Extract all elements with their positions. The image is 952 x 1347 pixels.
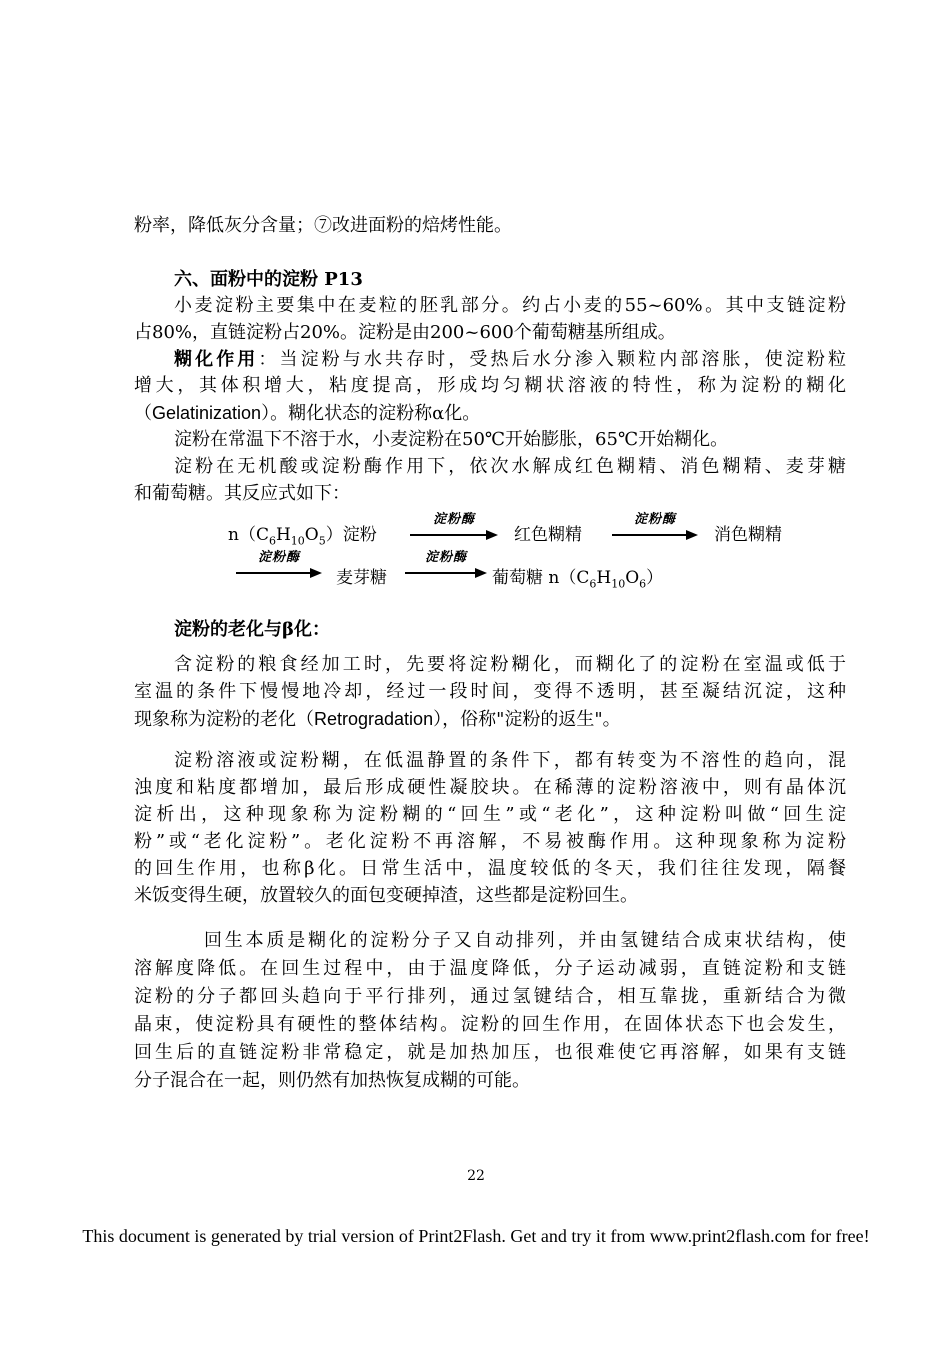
paragraph-line: 淀析出，这种现象称为淀粉糊的“回生”或“老化”，这种淀粉叫做“回生淀 [134, 804, 846, 825]
paragraph-line: 粉”或“老化淀粉”。老化淀粉不再溶解，不易被酶作用。这种现象称为淀粉 [134, 831, 846, 852]
paragraph-line [174, 346, 846, 374]
paragraph-line: 含淀粉的粮食经加工时，先要将淀粉糊化，而糊化了的淀粉在室温或低于 [174, 654, 846, 675]
paragraph-line: 粉率，降低灰分含量；⑦改进面粉的焙烤性能。 [134, 215, 512, 236]
paragraph-line: 晶束，使淀粉具有硬性的整体结构。淀粉的回生作用，在固体状态下也会发生， [134, 1014, 846, 1035]
paragraph-text: ）。糊化状态的淀粉称α化。 [261, 403, 481, 424]
reaction-arrow [612, 510, 698, 540]
paragraph-line: 米饭变得生硬，放置较久的面包变硬掉渣，这些都是淀粉回生。 [134, 885, 638, 906]
paragraph-line: 增大，其体积增大，粘度提高，形成均匀糊状溶液的特性，称为淀粉的糊化 [134, 375, 846, 396]
reaction-arrow [410, 510, 498, 540]
paragraph-text: （ [134, 403, 152, 424]
arrow-label: 淀粉酶 [633, 512, 676, 527]
subsection-heading: 淀粉的老化与β化： [174, 619, 330, 640]
arrow-label: 淀粉酶 [432, 512, 475, 527]
paragraph-line: 淀粉在常温下不溶于水，小麦淀粉在50℃开始膨胀，65℃开始糊化。 [174, 429, 729, 450]
term-retrogradation: Retrogradation [314, 709, 434, 729]
paragraph-line: 回生后的直链淀粉非常稳定，就是加热加压，也很难使它再溶解，如果有支链 [134, 1042, 846, 1063]
page-number: 22 [467, 1168, 485, 1184]
paragraph-line [134, 399, 846, 428]
paragraph-text: 现象称为淀粉的老化（ [134, 709, 314, 730]
term-gelatinization-heading: 糊化作用 [174, 349, 259, 370]
formula-product: 消色糊精 [714, 525, 782, 545]
paragraph-line: 的回生作用，也称β化。日常生活中，温度较低的冬天，我们往往发现，隔餐 [134, 858, 846, 879]
watermark-footer: This document is generated by trial version of Print2Flash. Get and try it from www.print2flash.com for free! [82, 1226, 870, 1246]
formula-reactant: $n(C_6H_{10}O_5)$淀粉 [228, 525, 377, 548]
reaction-arrow [405, 548, 487, 578]
paragraph-line: 室温的条件下慢慢地冷却，经过一段时间，变得不透明，甚至凝结沉淀，这种 [134, 681, 846, 702]
section-heading: 六、面粉中的淀粉 P13 [174, 269, 363, 290]
paragraph-line: 分子混合在一起，则仍然有加热恢复成糊的可能。 [134, 1070, 530, 1091]
formula-product: 麦芽糖 [336, 568, 387, 588]
paragraph-text: ），俗称"淀粉的返生"。 [433, 709, 621, 730]
arrow-label: 淀粉酶 [424, 550, 467, 565]
paragraph-line: 淀粉溶液或淀粉糊，在低温静置的条件下，都有转变为不溶性的趋向，混 [174, 750, 846, 771]
reaction-arrow [236, 548, 322, 578]
paragraph-line: 小麦淀粉主要集中在麦粒的胚乳部分。约占小麦的55~60%。其中支链淀粉 [174, 295, 846, 316]
paragraph-line [134, 705, 846, 734]
paragraph-line: 淀粉在无机酸或淀粉酶作用下，依次水解成红色糊精、消色糊精、麦芽糖 [174, 456, 846, 477]
paragraph-line: 回生本质是糊化的淀粉分子又自动排列，并由氢键结合成束状结构，使 [204, 930, 846, 951]
paragraph-line: 浊度和粘度都增加，最后形成硬性凝胶块。在稀薄的淀粉溶液中，则有晶体沉 [134, 777, 846, 798]
paragraph-line: 淀粉的分子都回头趋向于平行排列，通过氢键结合，相互靠拢，重新结合为微 [134, 986, 846, 1007]
formula-final-product: 葡萄糖 $n(C_6H_{10}O_6)$ [492, 568, 664, 591]
paragraph-text: ：当淀粉与水共存时，受热后水分渗入颗粒内部溶胀，使淀粉粒 [258, 349, 846, 370]
paragraph-line: 和葡萄糖。其反应式如下： [134, 483, 350, 504]
term-gelatinization: Gelatinization [152, 403, 262, 423]
arrow-label: 淀粉酶 [257, 550, 300, 565]
paragraph-line: 占80%，直链淀粉占20%。淀粉是由200~600个葡萄糖基所组成。 [134, 322, 676, 343]
formula-product: 红色糊精 [514, 525, 582, 545]
paragraph-line: 溶解度降低。在回生过程中，由于温度降低，分子运动减弱，直链淀粉和支链 [134, 958, 846, 979]
